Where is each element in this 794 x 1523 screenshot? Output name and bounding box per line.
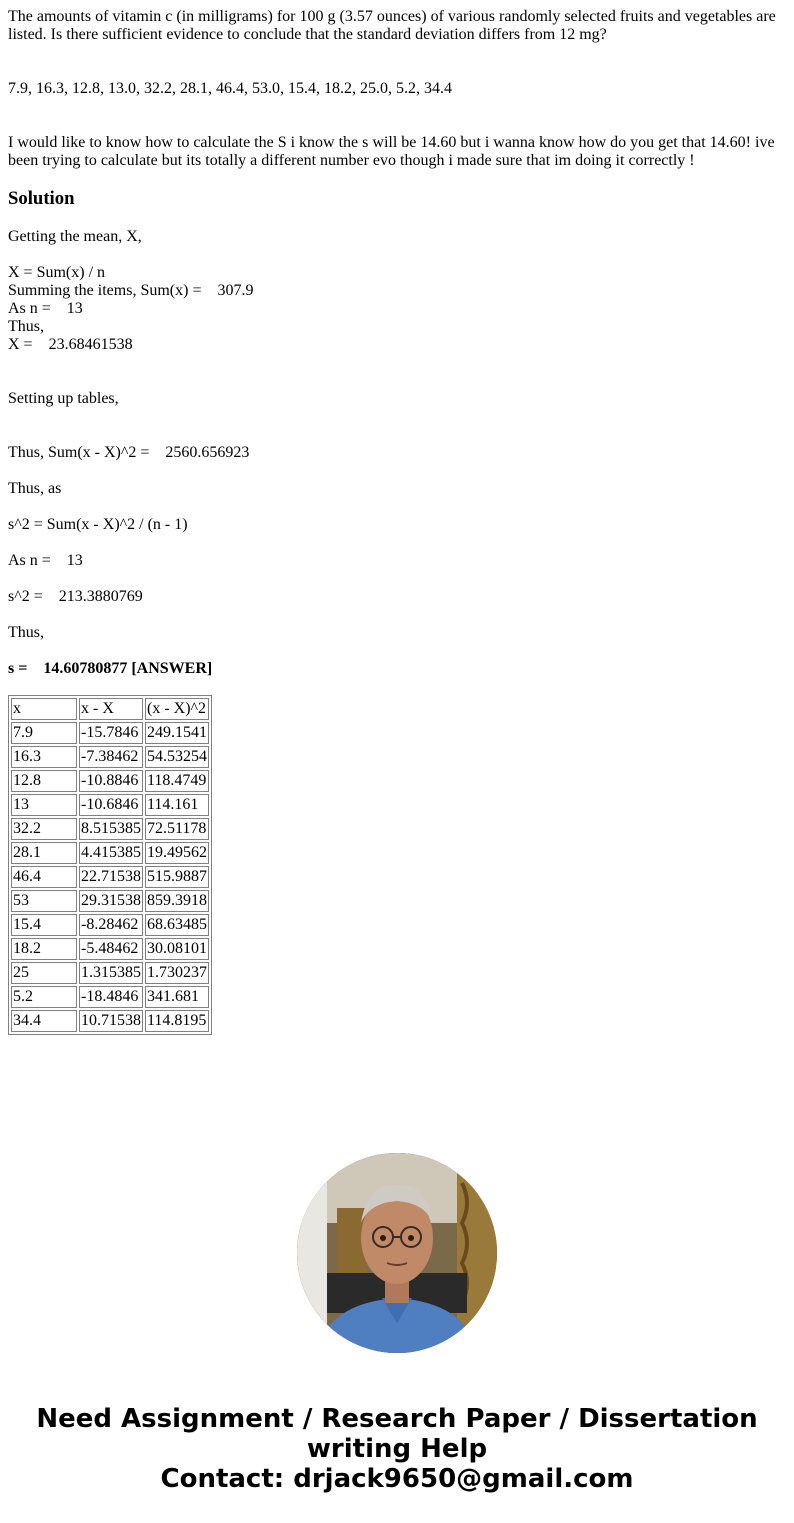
table-row [11,866,209,888]
table-cell: -7.38462 [79,746,143,768]
author-portrait-image [297,1153,497,1353]
table-cell: 7.9 [11,722,77,744]
table-cell: 32.2 [11,818,77,840]
mean-value: X = 23.68461538 [8,336,133,353]
document-body [8,8,786,1035]
question-text: The amounts of vitamin c (in milligrams) for 100 g (3.57 ounces) of various randomly selected fruits and vegetables are listed. Is there sufficient evidence to conclude that the standard deviation differs from 12 mg? [8,8,776,43]
table-cell: -15.7846 [79,722,143,744]
table-cell: 114.8195 [145,1010,209,1032]
table-header-row [11,698,209,720]
table-cell: 29.31538 [79,890,143,912]
table-cell: 15.4 [11,914,77,936]
promo-line-2: writing Help [306,1434,488,1464]
table-cell: 30.08101 [145,938,209,960]
table-cell: 53 [11,890,77,912]
sum-squares: Thus, Sum(x - X)^2 = 2560.656923 [8,444,250,461]
table-row [11,1010,209,1032]
table-cell: -10.6846 [79,794,143,816]
table-row [11,842,209,864]
promo-contact: Contact: drjack9650@gmail.com [160,1464,634,1494]
table-cell: 28.1 [11,842,77,864]
author-avatar [297,1153,497,1353]
table-row [11,770,209,792]
table-row [11,938,209,960]
table-cell: 13 [11,794,77,816]
table-cell: 114.161 [145,794,209,816]
table-row [11,794,209,816]
table-cell: 46.4 [11,866,77,888]
table-row [11,746,209,768]
variance-value: s^2 = 213.3880769 [8,588,143,605]
solution-body [8,228,786,678]
table-cell: 859.3918 [145,890,209,912]
table-cell: 5.2 [11,986,77,1008]
answer-line: s = 14.60780877 [ANSWER] [8,660,213,677]
table-row [11,722,209,744]
table-cell: 25 [11,962,77,984]
table-cell: 72.51178 [145,818,209,840]
table-cell: -5.48462 [79,938,143,960]
deviation-table [8,695,212,1035]
table-cell: 22.71538 [79,866,143,888]
variance-formula: s^2 = Sum(x - X)^2 / (n - 1) [8,516,188,533]
tables-intro: Setting up tables, [8,390,119,407]
table-cell: 12.8 [11,770,77,792]
table-row [11,962,209,984]
table-cell: -18.4846 [79,986,143,1008]
thus-line-2: Thus, [8,624,44,641]
n-line-2: As n = 13 [8,552,83,569]
sum-line: Summing the items, Sum(x) = 307.9 [8,282,254,299]
table-cell: 8.515385 [79,818,143,840]
table-cell: 1.730237 [145,962,209,984]
table-cell: 1.315385 [79,962,143,984]
table-cell: 249.1541 [145,722,209,744]
table-cell: 19.49562 [145,842,209,864]
table-row [11,890,209,912]
question-followup: I would like to know how to calculate the S i know the s will be 14.60 but i wanna know how do you get that 14.60! ive been trying to calculate but its totally a different number evo though i made sure that im doing it correctly ! [8,134,775,169]
table-row [11,986,209,1008]
solution-heading: Solution [8,188,75,209]
table-cell: -10.8846 [79,770,143,792]
table-header-cell: (x - X)^2 [145,698,209,720]
promo-line-1: Need Assignment / Research Paper / Dissertation [36,1404,758,1434]
thus-as: Thus, as [8,480,62,497]
table-header-cell: x - X [79,698,143,720]
table-cell: 10.71538 [79,1010,143,1032]
table-cell: 34.4 [11,1010,77,1032]
mean-intro: Getting the mean, X, [8,228,142,245]
table-row [11,818,209,840]
thus-line: Thus, [8,318,44,335]
table-cell: 4.415385 [79,842,143,864]
table-header-cell: x [11,698,77,720]
table-cell: 54.53254 [145,746,209,768]
table-cell: 515.9887 [145,866,209,888]
table-cell: 16.3 [11,746,77,768]
mean-formula: X = Sum(x) / n [8,264,106,281]
promo-banner [0,1404,794,1494]
n-line: As n = 13 [8,300,83,317]
data-values: 7.9, 16.3, 12.8, 13.0, 32.2, 28.1, 46.4, 53.0, 15.4, 18.2, 25.0, 5.2, 34.4 [8,80,452,97]
table-cell: 18.2 [11,938,77,960]
table-cell: 118.4749 [145,770,209,792]
table-cell: 341.681 [145,986,209,1008]
table-cell: 68.63485 [145,914,209,936]
table-cell: -8.28462 [79,914,143,936]
table-row [11,914,209,936]
